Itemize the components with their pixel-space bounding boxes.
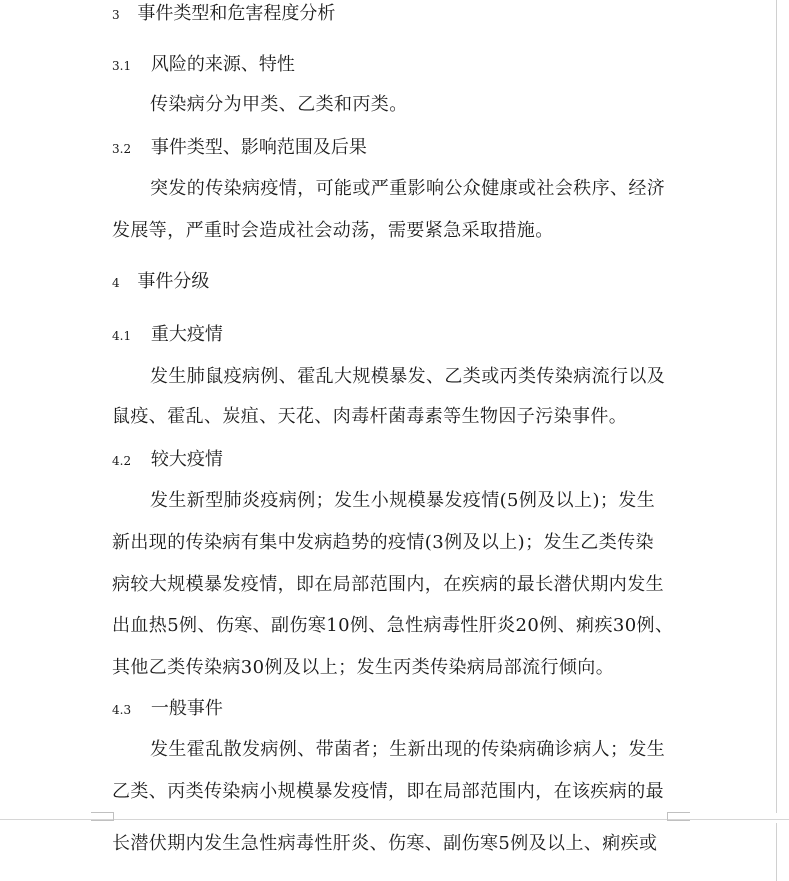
section-heading-4-3 — [112, 697, 223, 722]
paragraph-line: 病较大规模暴发疫情，即在局部范围内，在疾病的最长潜伏期内发生 — [112, 574, 664, 595]
page-corner-mark-right — [667, 812, 690, 821]
paragraph-line: 鼠疫、霍乱、炭疽、天花、肉毒杆菌毒素等生物因子污染事件。 — [112, 406, 628, 427]
section-number: 3.2 — [112, 142, 132, 156]
paragraph-line: 长潜伏期内发生急性病毒性肝炎、伤寒、副伤寒5例及以上、痢疾或 — [112, 833, 658, 854]
section-number: 4.1 — [112, 329, 132, 343]
paragraph-line: 乙类、丙类传染病小规模暴发疫情，即在局部范围内，在该疾病的最 — [112, 781, 664, 802]
section-heading-4-2 — [112, 448, 223, 473]
section-title: 事件类型、影响范围及后果 — [150, 137, 367, 158]
section-heading-4-1 — [112, 323, 223, 348]
paragraph-line: 发生肺鼠疫病例、霍乱大规模暴发、乙类或丙类传染病流行以及 — [150, 366, 666, 387]
paragraph-line: 发生新型肺炎疫病例；发生小规模暴发疫情(5例及以上)；发生 — [150, 490, 656, 511]
paragraph-line: 突发的传染病疫情，可能或严重影响公众健康或社会秩序、经济 — [150, 178, 666, 199]
page-corner-mark-left — [91, 812, 114, 821]
section-heading-3-2 — [112, 136, 367, 161]
section-title: 较大疫情 — [150, 449, 223, 470]
section-title: 事件分级 — [137, 271, 210, 292]
paragraph-line: 其他乙类传染病30例及以上；发生丙类传染病局部流行倾向。 — [112, 657, 615, 678]
paragraph-line: 发生霍乱散发病例、带菌者；生新出现的传染病确诊病人；发生 — [150, 739, 666, 760]
section-number: 4 — [112, 276, 120, 290]
section-title: 一般事件 — [150, 698, 223, 719]
paragraph-line: 新出现的传染病有集中发病趋势的疫情(3例及以上)；发生乙类传染 — [112, 532, 654, 553]
page-right-edge — [776, 0, 777, 881]
section-title: 事件类型和危害程度分析 — [137, 3, 336, 24]
section-number: 4.3 — [112, 703, 132, 717]
section-number: 4.2 — [112, 454, 132, 468]
paragraph-line: 发展等，严重时会造成社会动荡，需要紧急采取措施。 — [112, 220, 554, 241]
paragraph-line: 出血热5例、伤寒、副伤寒10例、急性病毒性肝炎20例、痢疾30例、 — [112, 615, 674, 636]
section-heading-3 — [112, 2, 335, 27]
section-title: 风险的来源、特性 — [150, 54, 295, 75]
paragraph-line: 传染病分为甲类、乙类和丙类。 — [150, 94, 408, 115]
section-number: 3.1 — [112, 59, 132, 73]
section-number: 3 — [112, 8, 120, 22]
section-title: 重大疫情 — [150, 324, 223, 345]
section-heading-3-1 — [112, 53, 295, 78]
section-heading-4 — [112, 270, 209, 295]
